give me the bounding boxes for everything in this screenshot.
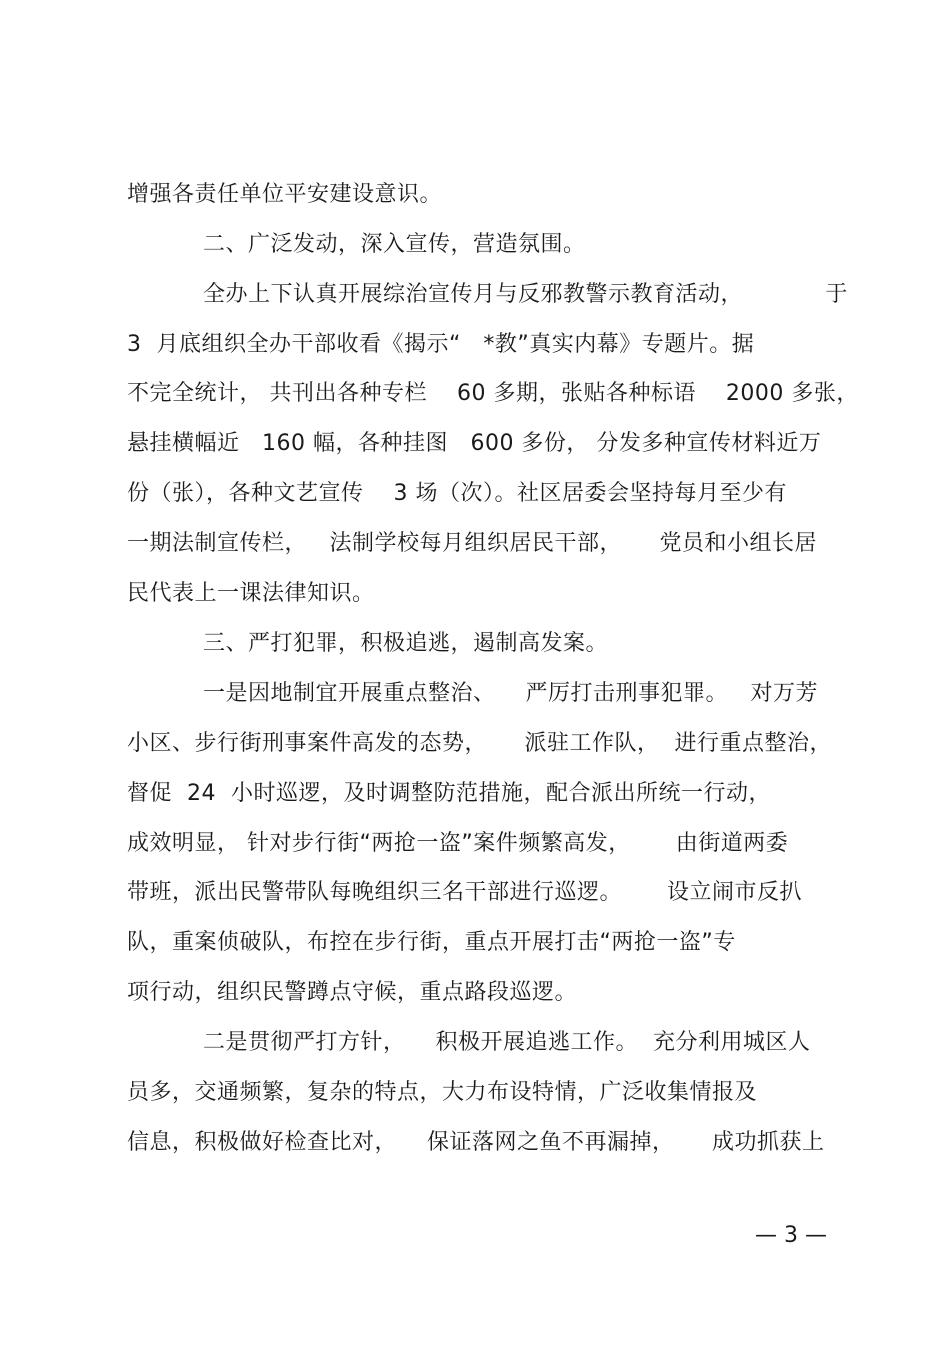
body-text-line: 成效明显， 针对步行街“两抢一盗”案件频繁高发， 由街道两委 [127,831,789,856]
body-text-line: 份（张），各种文艺宣传 3 场（次）。社区居委会坚持每月至少有 [127,481,787,506]
section-heading: 三、严打犯罪，积极追逃，遏制高发案。 [203,631,609,656]
body-text-line: 信息，积极做好检查比对， 保证落网之鱼不再漏掉， 成功抓获上 [127,1130,825,1155]
body-text-line: 队，重案侦破队，布控在步行街，重点开展打击“两抢一盗”专 [127,930,736,955]
body-text-line: 督促 24 小时巡逻，及时调整防范措施，配合派出所统一行动， [127,781,771,806]
body-text-line: 小区、步行街刑事案件高发的态势， 派驻工作队， 进行重点整治， [127,731,832,756]
body-text-line: 员多，交通频繁，复杂的特点，大力布设特情，广泛收集情报及 [127,1080,758,1105]
body-text-line: 不完全统计， 共刊出各种专栏 60 多期，张贴各种标语 2000 多张， [127,381,859,406]
body-text-line: 3 月底组织全办干部收看《揭示“ *教”真实内幕》专题片。据 [127,332,755,357]
body-text-line: 带班，派出民警带队每晚组织三名干部进行巡逻。 设立闹市反扒 [127,880,802,905]
body-text-line: 增强各责任单位平安建设意识。 [127,182,443,207]
body-text-line: 一期法制宣传栏， 法制学校每月组织居民干部， 党员和小组长居 [127,531,817,556]
page-number: — 3 — [755,1223,827,1248]
section-heading: 二、广泛发动，深入宣传，营造氛围。 [203,232,586,257]
body-text-line: 民代表上一课法律知识。 [127,581,375,606]
body-text-line: 全办上下认真开展综治宣传月与反邪教警示教育活动， 于 [203,282,848,307]
body-text-line: 悬挂横幅近 160 幅，各种挂图 600 多份， 分发多种宣传材料近万 [127,431,822,456]
body-text-line: 项行动，组织民警蹲点守候，重点路段巡逻。 [127,980,578,1005]
body-text-line: 二是贯彻严打方针， 积极开展追逃工作。 充分利用城区人 [203,1030,811,1055]
body-text-line: 一是因地制宜开展重点整治、 严厉打击刑事犯罪。 对万芳 [203,681,818,706]
